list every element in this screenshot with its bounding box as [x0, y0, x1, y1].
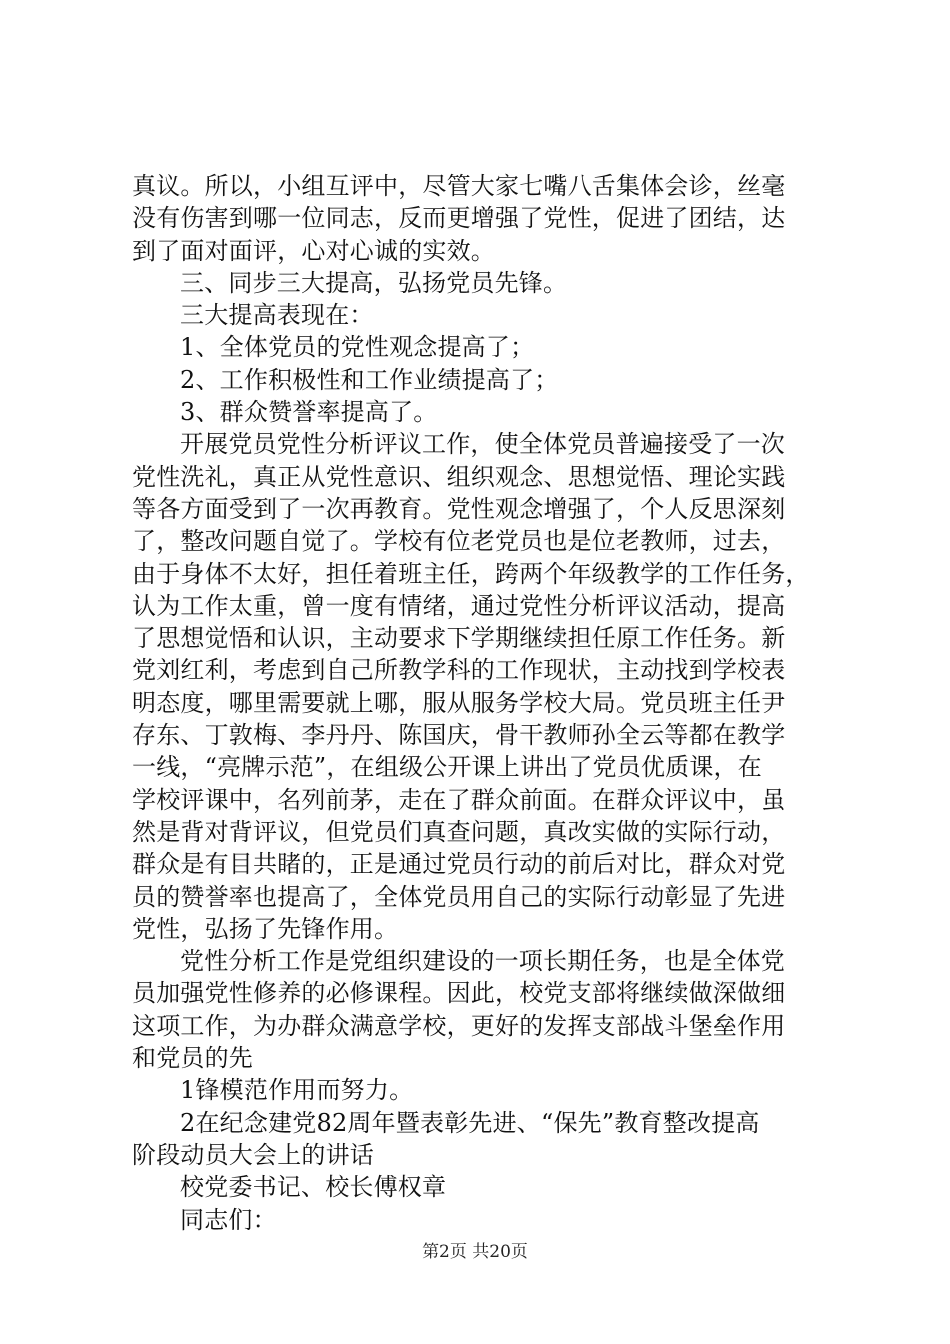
text-line: 然是背对背评议，但党员们真查问题，真改实做的实际行动， [132, 817, 786, 846]
text-line: 党性洗礼，真正从党性意识、组织观念、思想觉悟、理论实践 [132, 462, 786, 491]
text-line: 了思想觉悟和认识，主动要求下学期继续担任原工作任务。新 [132, 624, 786, 653]
text-line: 2在纪念建党82周年暨表彰先进、“保先”教育整改提高 [180, 1108, 760, 1137]
text-line: 一线，“亮牌示范”，在组级公开课上讲出了党员优质课，在 [132, 753, 762, 782]
text-line: 真议。所以，小组互评中，尽管大家七嘴八舌集体会诊，丝毫 [132, 172, 786, 200]
page-footer: 第2页 共20页 [422, 1242, 528, 1262]
text-line: 校党委书记、校长傅权章 [180, 1173, 447, 1202]
text-line: 三、同步三大提高，弘扬党员先锋。 [180, 268, 568, 297]
text-line: 党性分析工作是党组织建设的一项长期任务，也是全体党 [180, 947, 785, 976]
text-line: 3、群众赞誉率提高了。 [180, 398, 438, 427]
text-line: 由于身体不太好，担任着班主任，跨两个年级教学的工作任务， [132, 559, 810, 588]
text-line: 明态度，哪里需要就上哪，服从服务学校大局。党员班主任尹 [132, 688, 786, 717]
text-line: 等各方面受到了一次再教育。党性观念增强了，个人反思深刻 [132, 494, 786, 523]
text-line: 员的赞誉率也提高了，全体党员用自己的实际行动彰显了先进 [132, 882, 786, 911]
text-line: 群众是有目共睹的，正是通过党员行动的前后对比，群众对党 [132, 850, 786, 879]
text-line: 1锋模范作用而努力。 [180, 1076, 414, 1105]
text-line: 1、全体党员的党性观念提高了； [180, 333, 535, 362]
text-line: 认为工作太重，曾一度有情绪，通过党性分析评议活动，提高 [132, 591, 786, 620]
text-line: 到了面对面评，心对心诚的实效。 [132, 236, 495, 265]
text-line: 这项工作，为办群众满意学校，更好的发挥支部战斗堡垒作用 [132, 1011, 786, 1040]
text-line: 存东、丁敦梅、李丹丹、陈国庆，骨干教师孙全云等都在教学 [132, 721, 786, 750]
text-line: 三大提高表现在： [180, 301, 374, 330]
text-line: 和党员的先 [132, 1044, 253, 1073]
text-line: 员加强党性修养的必修课程。因此，校党支部将继续做深做细 [132, 979, 786, 1008]
text-line: 开展党员党性分析评议工作，使全体党员普遍接受了一次 [180, 430, 785, 459]
text-line: 了，整改问题自觉了。学校有位老党员也是位老教师，过去， [132, 527, 786, 556]
text-line: 同志们： [180, 1205, 277, 1234]
text-line: 2、工作积极性和工作业绩提高了； [180, 365, 559, 394]
document-body [132, 170, 832, 1236]
text-line: 没有伤害到哪一位同志，反而更增强了党性，促进了团结，达 [132, 204, 786, 233]
text-line: 学校评课中，名列前茅，走在了群众前面。在群众评议中，虽 [132, 785, 786, 814]
text-line: 党性，弘扬了先锋作用。 [132, 914, 399, 943]
text-line: 阶段动员大会上的讲话 [132, 1140, 374, 1169]
text-line: 党刘红利，考虑到自己所教学科的工作现状，主动找到学校表 [132, 656, 786, 685]
